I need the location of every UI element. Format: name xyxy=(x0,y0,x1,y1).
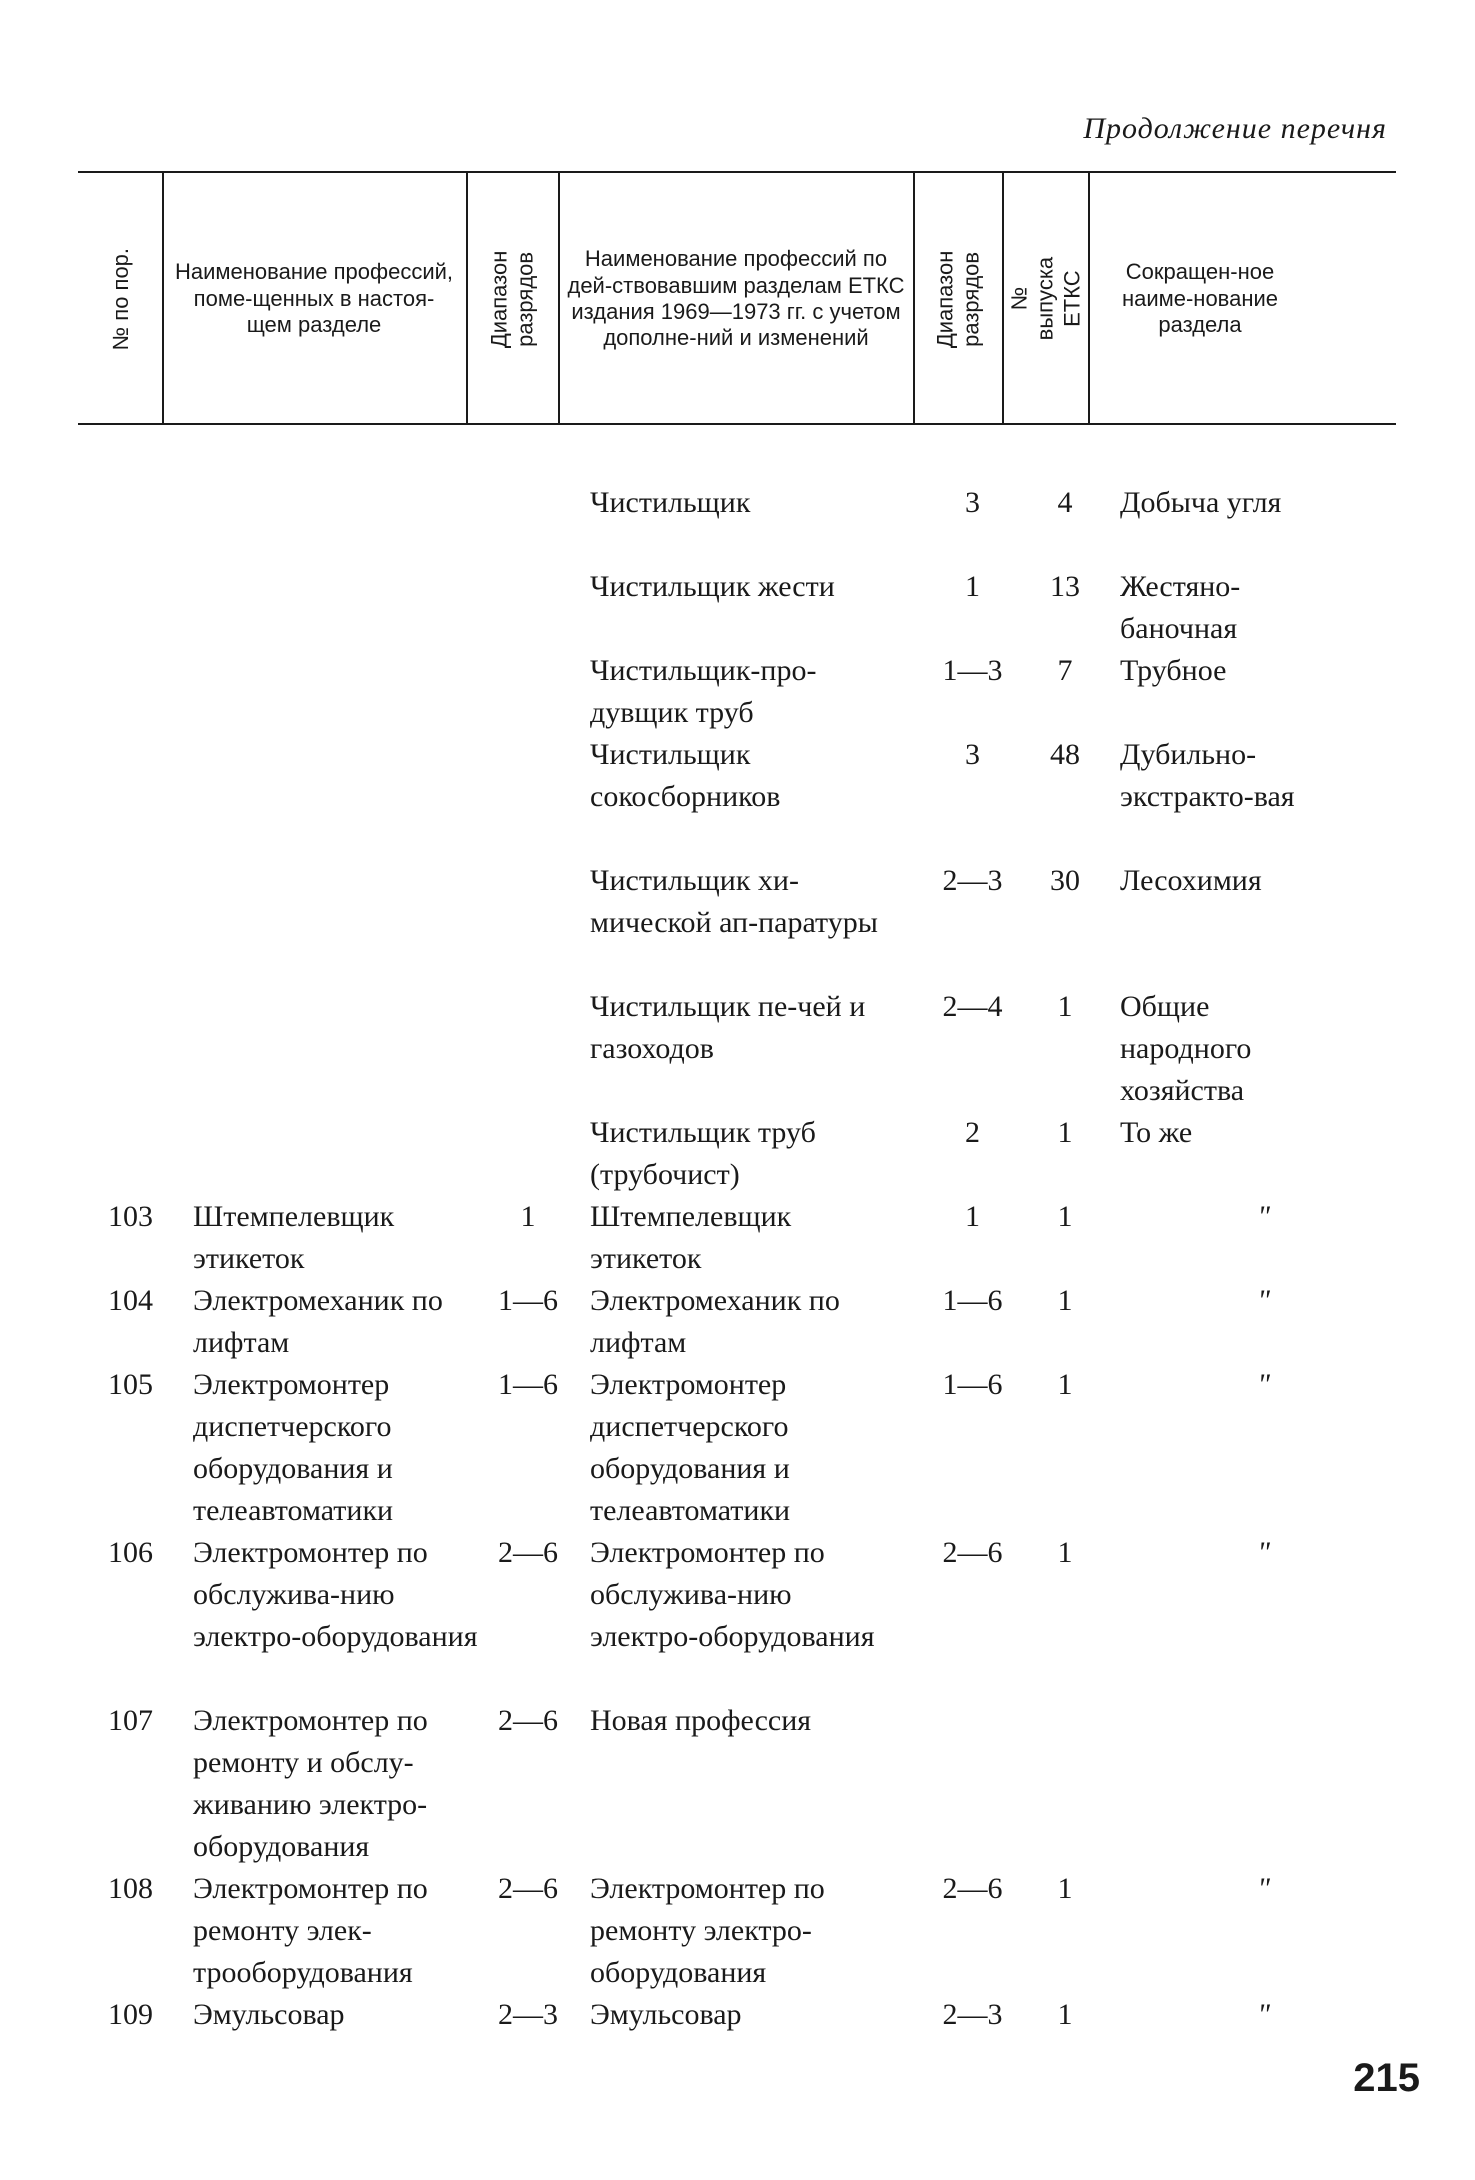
row-number: 103 xyxy=(108,1200,153,1233)
previous-grade-range: 1—3 xyxy=(942,654,1003,687)
previous-profession: Чистильщик труб (трубочист) xyxy=(590,1116,816,1191)
continuation-label: Продолжение перечня xyxy=(1083,112,1387,145)
section-ditto-mark: " xyxy=(1257,1872,1270,1905)
table-row xyxy=(0,1700,1475,1868)
row-number: 108 xyxy=(108,1872,153,1905)
grade-range: 2—6 xyxy=(498,1704,558,1737)
header-profession-name: Наименование профессий, поме-щенных в настоя-щем разделе xyxy=(174,259,454,338)
previous-profession: Электромонтер диспетчерского оборудования и телеавтоматики xyxy=(590,1368,791,1527)
table-body xyxy=(0,482,1475,2036)
issue-number: 1 xyxy=(1057,990,1073,1023)
profession-name: Электромонтер по ремонту и обслу-живанию электро-оборудования xyxy=(193,1704,428,1863)
table-row xyxy=(0,1994,1475,2036)
table-row xyxy=(0,566,1475,650)
issue-number: 4 xyxy=(1057,486,1073,519)
previous-profession: Новая профессия xyxy=(590,1704,812,1737)
section-name: Добыча угля xyxy=(1120,486,1282,519)
section-ditto-mark: " xyxy=(1257,1284,1270,1317)
table-row xyxy=(0,734,1475,860)
previous-grade-range: 1 xyxy=(965,1200,980,1233)
issue-number: 1 xyxy=(1057,1998,1073,2031)
previous-profession: Чистильщик хи-мической ап-паратуры xyxy=(590,864,878,939)
profession-name: Эмульсовар xyxy=(193,1998,345,2031)
previous-grade-range: 2—3 xyxy=(942,864,1003,897)
previous-profession: Чистильщик жести xyxy=(590,570,835,603)
row-number: 104 xyxy=(108,1284,153,1317)
previous-profession: Чистильщик-про-дувщик труб xyxy=(590,654,817,729)
section-ditto-mark: " xyxy=(1257,1200,1270,1233)
grade-range: 1 xyxy=(520,1200,536,1233)
issue-number: 1 xyxy=(1057,1284,1073,1317)
table-row xyxy=(0,1112,1475,1196)
grade-range: 2—6 xyxy=(498,1536,558,1569)
header-section-name: Сокращен-ное наиме-нование раздела xyxy=(1121,259,1279,338)
profession-name: Электромонтер диспетчерского оборудования и телеавтоматики xyxy=(193,1368,394,1527)
previous-grade-range: 2—6 xyxy=(942,1536,1003,1569)
issue-number: 30 xyxy=(1050,864,1080,897)
table-row xyxy=(0,1196,1475,1280)
header-bottom-rule xyxy=(78,423,1396,425)
grade-range: 2—3 xyxy=(498,1998,558,2031)
table-row xyxy=(0,482,1475,566)
previous-profession: Чистильщик пе-чей и газоходов xyxy=(590,990,866,1065)
table-row xyxy=(0,860,1475,986)
col-divider xyxy=(162,173,164,425)
issue-number: 7 xyxy=(1057,654,1073,687)
table-row xyxy=(0,1868,1475,1994)
previous-profession: Эмульсовар xyxy=(590,1998,742,2031)
page-number: 215 xyxy=(1353,2056,1420,2100)
previous-profession: Электромонтер по ремонту электро-оборудования xyxy=(590,1872,825,1989)
profession-name: Электромеханик по лифтам xyxy=(193,1284,443,1359)
grade-range: 1—6 xyxy=(498,1284,558,1317)
section-name: Лесохимия xyxy=(1120,864,1262,897)
previous-grade-range: 2—3 xyxy=(942,1998,1003,2031)
col-divider xyxy=(1088,173,1090,425)
section-ditto-mark: " xyxy=(1257,1998,1270,2031)
previous-profession: Чистильщик xyxy=(590,486,751,519)
grade-range: 1—6 xyxy=(498,1368,558,1401)
previous-grade-range: 1—6 xyxy=(942,1284,1003,1317)
previous-profession: Чистильщик сокосборников xyxy=(590,738,781,813)
row-number: 107 xyxy=(108,1704,153,1737)
section-name: Дубильно-экстракто-вая xyxy=(1120,738,1295,813)
section-name: То же xyxy=(1120,1116,1193,1149)
previous-grade-range: 2—4 xyxy=(942,990,1003,1023)
previous-grade-range: 1—6 xyxy=(942,1368,1003,1401)
row-number: 105 xyxy=(108,1368,153,1401)
issue-number: 13 xyxy=(1050,570,1080,603)
header-number: № по пор. xyxy=(107,247,133,351)
grade-range: 2—6 xyxy=(498,1872,558,1905)
profession-name: Электромонтер по ремонту элек-трооборудования xyxy=(193,1872,428,1989)
header-top-rule xyxy=(78,171,1396,173)
header-issue-number: № выпуска ЕТКС xyxy=(1006,257,1085,341)
header-previous-grade-range: Диапазон разрядов xyxy=(932,250,984,348)
previous-grade-range: 3 xyxy=(965,486,980,519)
table-row xyxy=(0,1280,1475,1364)
profession-name: Электромонтер по обслужива-нию электро-оборудования xyxy=(193,1536,478,1653)
section-ditto-mark: " xyxy=(1257,1368,1270,1401)
previous-grade-range: 3 xyxy=(965,738,980,771)
issue-number: 1 xyxy=(1057,1536,1073,1569)
previous-grade-range: 2 xyxy=(965,1116,980,1149)
issue-number: 1 xyxy=(1057,1872,1073,1905)
previous-profession: Электромонтер по обслужива-нию электро-оборудования xyxy=(590,1536,875,1653)
section-name: Трубное xyxy=(1120,654,1227,687)
previous-profession: Электромеханик по лифтам xyxy=(590,1284,840,1359)
section-ditto-mark: " xyxy=(1257,1536,1270,1569)
previous-grade-range: 2—6 xyxy=(942,1872,1003,1905)
table-row xyxy=(0,1364,1475,1532)
row-number: 106 xyxy=(108,1536,153,1569)
header-grade-range: Диапазон разрядов xyxy=(486,250,538,348)
table-row xyxy=(0,650,1475,734)
header-previous-profession: Наименование профессий по дей-ствовавшим разделам ЕТКС издания 1969—1973 гг. с учетом дополне-ний и изменений xyxy=(567,246,905,351)
issue-number: 1 xyxy=(1057,1368,1073,1401)
previous-grade-range: 1 xyxy=(965,570,980,603)
issue-number: 48 xyxy=(1050,738,1080,771)
issue-number: 1 xyxy=(1057,1200,1073,1233)
table-row xyxy=(0,986,1475,1112)
row-number: 109 xyxy=(108,1998,153,2031)
col-divider xyxy=(558,173,560,425)
issue-number: 1 xyxy=(1057,1116,1073,1149)
section-name: Общие народного хозяйства xyxy=(1120,990,1252,1107)
section-name: Жестяно-баночная xyxy=(1120,570,1241,645)
previous-profession: Штемпелевщик этикеток xyxy=(590,1200,792,1275)
profession-name: Штемпелевщик этикеток xyxy=(193,1200,395,1275)
table-row xyxy=(0,1532,1475,1700)
